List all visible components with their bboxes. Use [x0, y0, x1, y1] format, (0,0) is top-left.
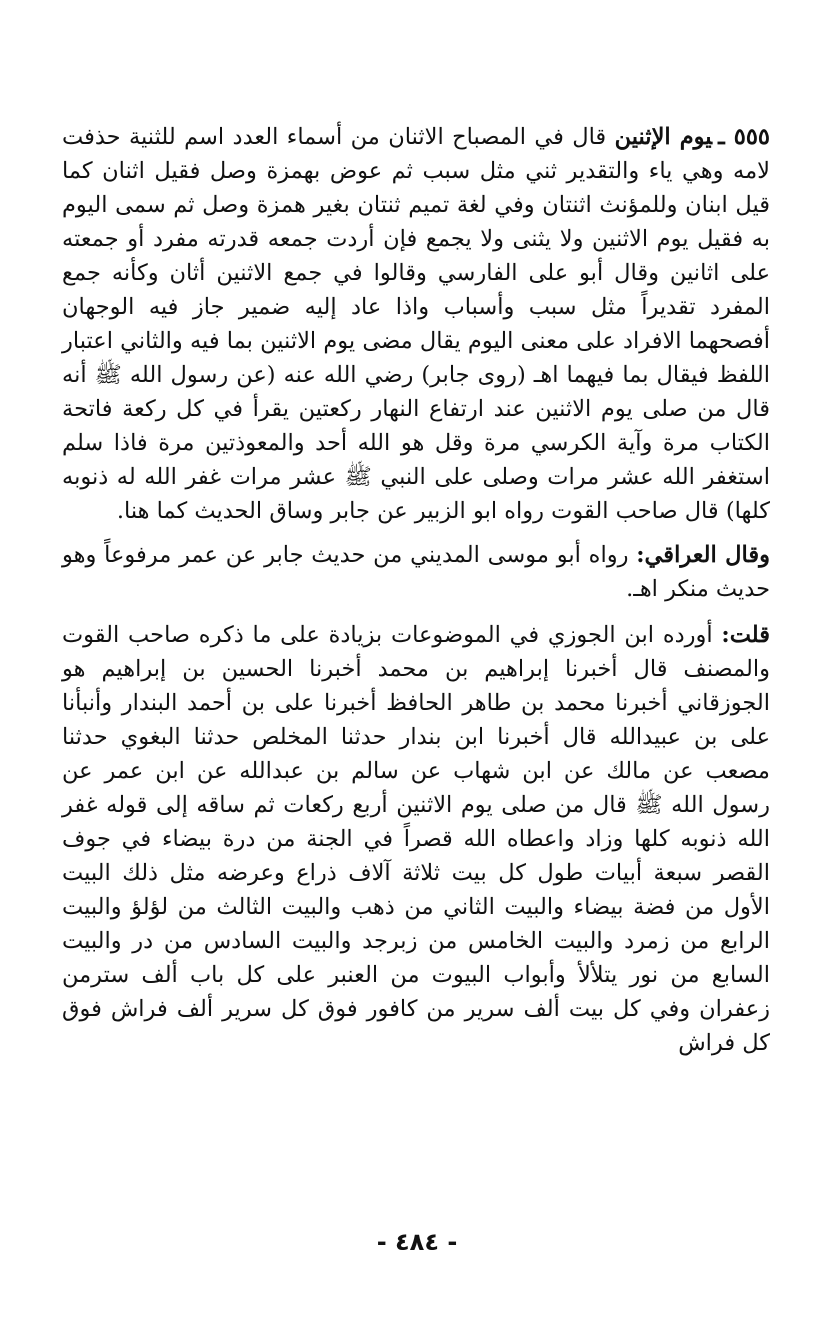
- paragraph-lead: قلت:: [721, 622, 770, 648]
- paragraph-lead: وقال العراقي:: [636, 542, 770, 568]
- paragraph-iraqi-comment: [62, 538, 770, 606]
- paragraph-author-comment: [62, 618, 770, 1060]
- paragraph-hadith-555: [62, 120, 770, 528]
- page-body: [62, 120, 770, 1060]
- entry-heading: يوم الإثنين: [614, 124, 713, 150]
- paragraph-text: أورده ابن الجوزي في الموضوعات بزيادة على ما ذكره صاحب القوت والمصنف قال أخبرنا إبراهيم بن محمد أخبرنا الحسين بن إبراهيم هو الجوزقاني أخبرنا محمد بن طاهر الحافظ أخبرنا على بن أحمد البندار وأنبأنا على بن عبيدالله قال أخبرنا ابن بندار حدثنا المخلص حدثنا البغوي حدثنا مصعب عن مالك عن ابن شهاب عن سالم بن عبدالله عن ابن عمر عن رسول الله ﷺ قال من صلى يوم الاثنين أربع ركعات ثم ساقه إلى قوله غفر الله ذنوبه كلها وزاد واعطاه الله قصراً في الجنة من درة بيضاء في جوف القصر سبعة أبيات طول كل بيت ثلاثة آلاف ذراع وعرضه مثل ذلك البيت الأول من فضة بيضاء والبيت الثاني من ذهب والبيت الثالث من لؤلؤ والبيت الرابع من زمرد والبيت الخامس من زبرجد والبيت السادس من در والبيت السابع من نور يتلألأ وأبواب البيوت من العنبر على كل باب ألف سترمن زعفران وفي كل بيت ألف سرير من كافور فوق كل سرير ألف فراش فوق كل فراش: [62, 622, 770, 1056]
- entry-number: ٥٥٥ ـ: [718, 124, 770, 150]
- paragraph-text: رواه أبو موسى المديني من حديث جابر عن عمر مرفوعاً وهو حديث منكر اهـ.: [62, 542, 770, 602]
- paragraph-text: قال في المصباح الاثنان من أسماء العدد اسم للثنية حذفت لامه وهي ياء والتقدير ثني مثل سبب ثم عوض بهمزة وصل فقيل اثنان كما قيل ابنان وللمؤنث اثنتان وفي لغة تميم ثنتان بغير همزة وصل ثم سمى اليوم به فقيل يوم الاثنين ولا يثنى ولا يجمع فإن أردت جمعه قدرته مفرد أو جمعته على اثانين وقال أبو على الفارسي وقالوا في جمع الاثنين أثان وكأنه جمع المفرد تقديراً مثل سبب وأسباب واذا عاد إليه ضمير جاز فيه الوجهان أفصحهما الافراد على معنى اليوم يقال مضى يوم الاثنين بما فيه والثاني اعتبار اللفظ فيقال بما فيهما اهـ (روى جابر) رضي الله عنه (عن رسول الله ﷺ أنه قال من صلى يوم الاثنين عند ارتفاع النهار ركعتين يقرأ في كل ركعة فاتحة الكتاب مرة وآية الكرسي مرة وقل هو الله أحد والمعوذتين مرة فاذا سلم استغفر الله عشر مرات وصلى على النبي ﷺ عشر مرات غفر الله له ذنوبه كلها) قال صاحب القوت رواه ابو الزبير عن جابر وساق الحديث كما هنا.: [62, 124, 770, 524]
- page-number: - ٤٨٤ -: [376, 1228, 458, 1256]
